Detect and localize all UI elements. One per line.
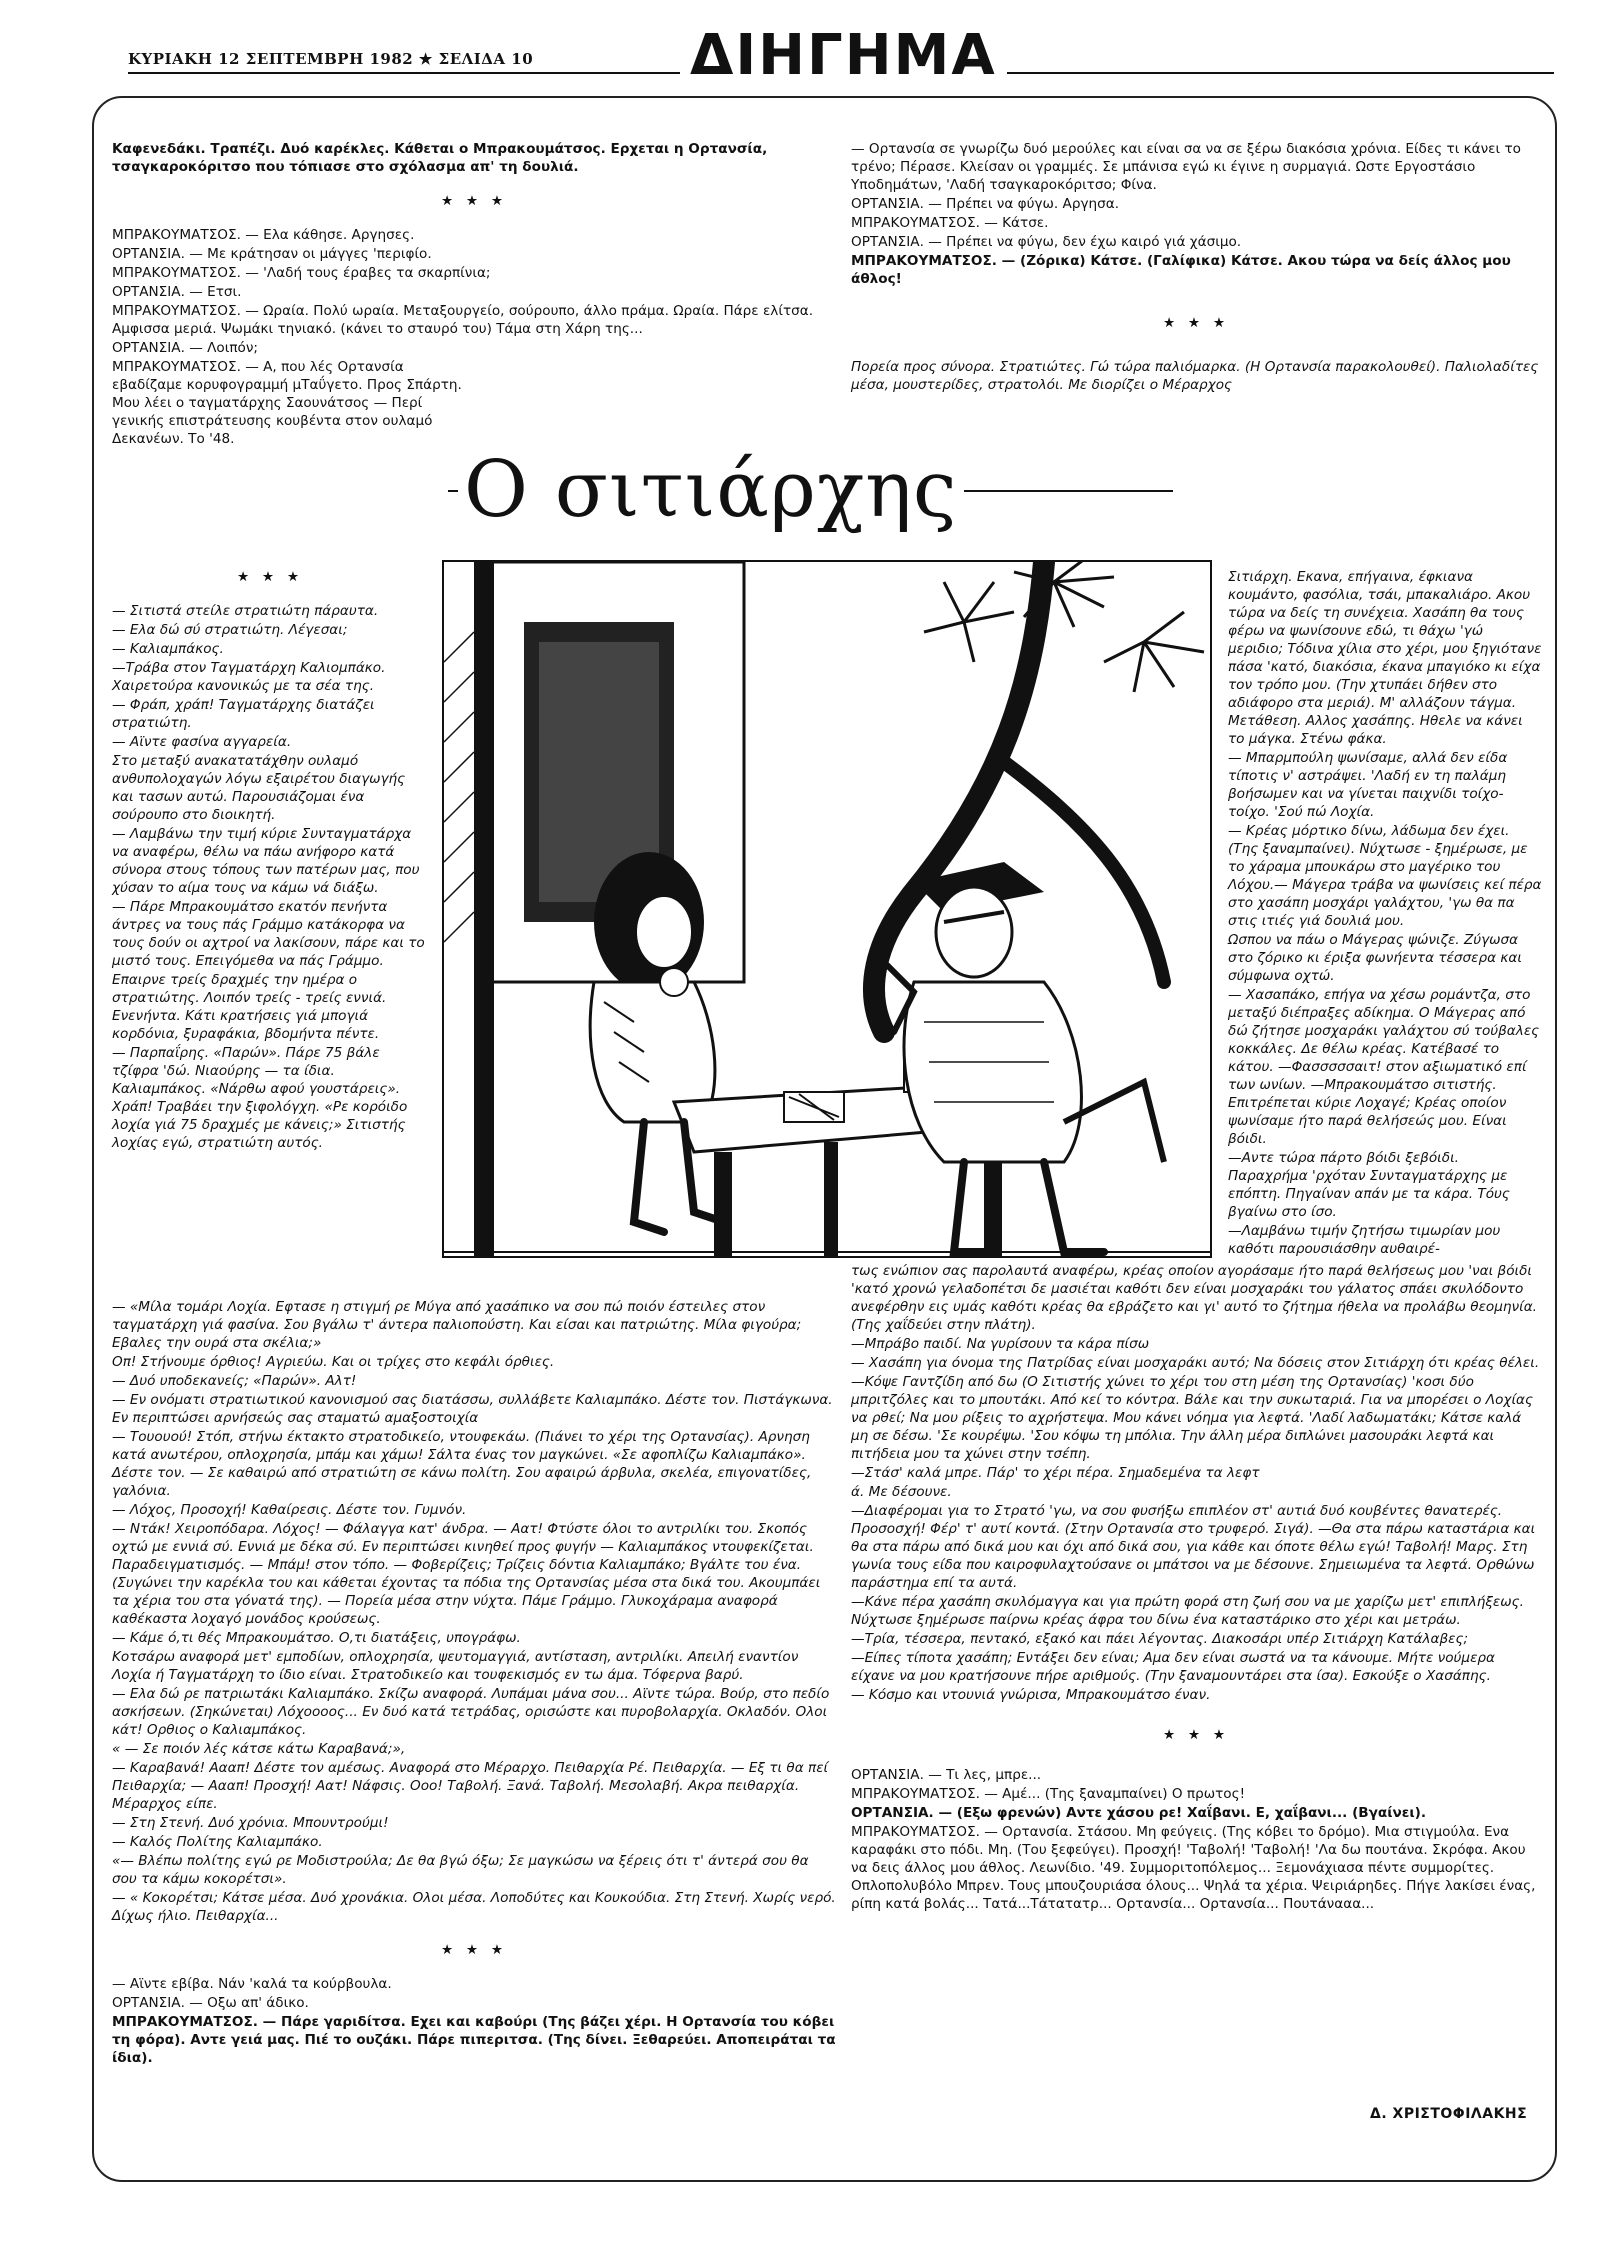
dialogue-line: ΜΠΡΑΚΟΥΜΑΤΣΟΣ. — 'Λαδή τους έραβες τα σκαρπίνια;: [112, 265, 491, 281]
narrative-paragraph: Επαιρνε τρείς δραχμές την ημέρα ο στρατιώτης. Λοιπόν τρείς - τρείς εννιά. Ενενήντα. Κάτι κρατήσεις γιά μπογιά κορδόνια, ξυραφάκια, βδομήντα πέντε.: [112, 972, 387, 1042]
narrative-paragraph: —Διαφέρομαι για το Στρατό 'γω, να σου φυσήξω επιπλέον στ' αυτιά δυό κουβέντες θανατερές. Προσοσχή! Φέρ' τ' αυτί κοντά. (Στην Ορτανσία στο τρυφερό. Σιγά). —Θα στα πάρω καταστάρια και θα στα πάρω από δικά μου και όχι από δικά σου, για κάθε και όποτε θέλω εγώ! Ταβολή! Μαρς. Στη γωνία τους είδα που καιροφυλαχτούσανε οι μπάτσοι να με δέσουνε. Σημειωμένα τα λεφτά. Ορθώνω παράστημα επί τα αυτά.: [851, 1503, 1536, 1591]
narrative-paragraph: —Είπες τίποτα χασάπη; Εντάξει δεν είναι; Αμα δεν είναι σωστά να τα κάνουμε. Μήτε νούμερα είχανε να μου κρατήσουνε πήρε αριθμούς. (Την ξαναμουντάρει στα ίσα). Εσκούξε ο Χασάπης.: [851, 1650, 1496, 1684]
narrative-paragraph: — Εν ονόματι στρατιωτικού κανονισμού σας διατάσσω, συλλάβετε Καλιαμπάκο. Δέστε τον. Πιστάγκωνα. Εν περιπτώσει αρνήσεώς σας σταματώ αμαξοστοιχία: [112, 1392, 833, 1426]
column-narrow-right: [1228, 568, 1542, 1259]
column-right-top: [851, 140, 1541, 395]
dialogue-line: ΜΠΡΑΚΟΥΜΑΤΣΟΣ. — Ορτανσία. Στάσου. Μη φεύγεις. (Της κόβει το δρόμο). Μια στιγμούλα. Ενα καραφάκι στο πόδι. Μη. (Του ξεφεύγει). Προσχή! 'Ταβολή! 'Ταβολή! 'Λα δω πουτάνα. Σκρόφα. Ακου να δεις άλλος μου άθλος. Λεωνίδιο. '49. Συμμοριτοπόλεμος... Ξεμονάχιασα πέντε συμμορίτες. Οπλοπολυβόλο Μπρεν. Τους μπουζουριάσα όλους... Ψηλά τα χέρια. Ψειριάρηδες. Πήγε λακίσει ένας, ρίπη κατά βολάς... Τατά...Τάτατατρ... Ορτανσία... Ορτανσία... Πουτάνααα...: [851, 1824, 1536, 1912]
narrative-paragraph: Πορεία προς σύνορα. Στρατιώτες. Γώ τώρα παλιόμαρκα. (Η Ορτανσία παρακολουθεί). Παλιολαδίτες μέσα, μουστερίδες, στρατολόι. Με διορίζει ο Μέραρχος: [851, 359, 1539, 393]
dialogue-line: ΟΡΤΑΝΣΙΑ. — Τι λες, μπρε...: [851, 1767, 1042, 1783]
narrative-paragraph: — « Κοκορέτσι; Κάτσε μέσα. Δυό χρονάκια. Ολοι μέσα. Λοποδύτες και Κουκούδια. Στη Στενή. Χωρίς νερό. Δίχως ήλιο. Πειθαρχία...: [112, 1890, 836, 1924]
narrative-paragraph: « — Σε ποιόν λές κάτσε κάτω Καραβανά;»,: [112, 1741, 406, 1757]
narrative-paragraph: — Κόσμο και ντουνιά γνώρισα, Μπρακουμάτσο έναν.: [851, 1687, 1211, 1703]
narrative-paragraph: — Τουουού! Στόπ, στήνω έκτακτο στρατοδικείο, ντουφεκάω. (Πιάνει το χέρι της Ορτανσίας). Αρνηση κατά ανωτέρου, οπλοχρησία, μπάμ και χάμω! Σάλτα ένας τον μαγκώνει. «Σε αφοπλίζω Καλιαμπάκο». Δέστε τον. — Σε καθαιρώ από στρατιώτη σε κάνω πολίτη. Σου αφαιρώ άρβυλα, σκελέα, επιγονατίδες, γαλόνια.: [112, 1429, 812, 1499]
narrative-paragraph: — Σιτιστά στείλε στρατιώτη πάραυτα.: [112, 603, 379, 619]
column-bottom-right: [851, 1262, 1541, 1914]
headline-box: [448, 440, 1173, 540]
narrative-paragraph: —Τράβα στον Ταγματάρχη Καλιομπάκο. Χαιρετούρα κανονικώς με τα σέα της.: [112, 660, 386, 694]
narrative-paragraph: — Καλιαμπάκος.: [112, 641, 224, 657]
narrative-paragraph: — Χασάπη για όνομα της Πατρίδας είναι μοσχαράκι αυτό; Να δόσεις στον Σιτιάρχη ότι κρέας θέλει.: [851, 1355, 1540, 1371]
narrative-paragraph: — Παρπαΐρης. «Παρών». Πάρε 75 βάλε τζίφρα 'δώ. Νιαούρης — τα ίδια. Καλιαμπάκος. «Νάρθω αφού γουστάρεις». Χράπ! Τραβάει την ξιφολόγχη. «Ρε κορόιδο λοχία γιά 75 δραχμές με κάνεις;» Σιτιστής λοχίας εγώ, στρατιώτη αυτός.: [112, 1045, 408, 1151]
narrative-paragraph: «— Βλέπω πολίτης εγώ ρε Μοδιστρούλα; Δε θα βγώ όξω; Σε μαγκώσω να ξέρεις ότι τ' άντερά σου θα σου τα κάμω κοκορέτσι».: [112, 1853, 809, 1887]
narrative-paragraph: ά. Με δέσουνε.: [851, 1484, 952, 1500]
dialogue-line: — Αϊντε εβίβα. Νάν 'καλά τα κούρβουλα.: [112, 1976, 392, 1992]
narrative-paragraph: Ωσπου να πάω ο Μάγερας ψώνιζε. Ζύγωσα στο ζόρικο κι έριξα φωνήεντα τέσσερα και σύμφωνα οχτώ.: [1228, 932, 1522, 984]
narrative-paragraph: — Λόχος, Προσοχή! Καθαίρεσις. Δέστε τον. Γυμνόν.: [112, 1502, 467, 1518]
cafe-scene-drawing: [444, 562, 1212, 1258]
narrative-paragraph: — Αϊντε φασίνα αγγαρεία.: [112, 734, 292, 750]
story-illustration: [442, 560, 1212, 1258]
dialogue-line: ΟΡΤΑΝΣΙΑ. — Πρέπει να φύγω. Αργησα.: [851, 196, 1120, 212]
dialogue-line: ΟΡΤΑΝΣΙΑ. — Λοιπόν;: [112, 340, 259, 356]
narrative-paragraph: — Καλός Πολίτης Καλιαμπάκο.: [112, 1834, 323, 1850]
narrative-paragraph: — Κρέας μόρτικο δίνω, λάδωμα δεν έχει. (Της ξαναμπαίνει). Νύχτωσε - ξημέρωσε, με το χάραμα μπουκάρω στο μαγέρικο του Λόχου.— Μάγερα τράβα να ψωνίσεις κεί πέρα στο χασάπη μοσχάρι γαλάχτου, 'γω θα πα στις ιτιές γιά δουλιά μου.: [1228, 823, 1542, 929]
narrative-paragraph: τως ενώπιον σας παρολαυτά αναφέρω, κρέας οποίον αγοράσαμε ήτο παρά θελήσεως μου 'ναι βόιδι 'κατό χρονώ γελαδοπέτσι δε μασιέται καθότι δεν είναι μοσχαράκι του γάλατος σπάει σκυλόδοντο ανεφέρθην εις υμάς καθότι κρέας θα εβράζετο και γι' αυτό το ζήτημα ήθελα να προλάβω θεομηνία. (Της χαΐδεύει στην πλάτη).: [851, 1263, 1537, 1333]
column-left-top: [112, 140, 836, 449]
narrative-paragraph: —Τρία, τέσσερα, πεντακό, εξακό και πάει λέγοντας. Διακοσάρι υπέρ Σιτιάρχη Κατάλαβες;: [851, 1631, 1469, 1647]
column-narrow-left: [112, 568, 428, 1153]
narrative-paragraph: Στο μεταξύ ανακατατάχθην ουλαμό ανθυπολοχαγών λόγω εξαιρέτου διαγωγής και τασων αυτώ. Παρουσιάζομαι ένα σούρουπο στο διοικητή.: [112, 753, 406, 823]
narrative-paragraph: — Ντάκ! Χειροπόδαρα. Λόχος! — Φάλαγγα κατ' άνδρα. — Αατ! Φτύστε όλοι το αντριλίκι του. Σκοπός οχτώ με εννιά σύ. Εννιά με δέκα σύ. Εν περιπτώσει κινηθεί προς φυγήν — Καλιαμπάκος ντουφεκίζεται. Παραδειγματισμός. — Μπάμ! στον τόπο. — Φοβερίζεις; Τρίζεις δόντια Καλιαμπάκο; Βγάλτε του ένα. (Συγώνει την καρέκλα του και κάθεται έχοντας τα πόδια της Ορτανσίας μέσα στα δικά του. Ακουμπάει τα χέρια του στα γόνατά της). — Πορεία μέσα στην νύχτα. Πάμε Γράμμο. Γλυκοχάραμα αναφορά καθέκαστα λοχαγό μονάδος κρούσεως.: [112, 1521, 821, 1627]
narrative-paragraph: Οπ! Στήνουμε όρθιος! Αγριεύω. Και οι τρίχες στο κεφάλι όρθιες.: [112, 1354, 555, 1370]
narrative-paragraph: —Κάνε πέρα χασάπη σκυλόμαγγα και για πρώτη φορά στη ζωή σου να με χαρίζω μετ' επιπλήξεως. Νύχτωσε ξημέρωσε παίρνω κρέας άφρα του δίνω ένα καταστάρικο στο χέρι και μετράω.: [851, 1594, 1524, 1628]
narrative-paragraph: —Αντε τώρα πάρτο βόιδι ξεβόιδι. Παραχρήμα 'ρχόταν Συνταγματάρχης με επόπτη. Πηγαίναν απάν με τα κάρα. Τόυς βγαίνω στο ίσο.: [1228, 1150, 1510, 1220]
narrative-paragraph: —Μπράβο παιδί. Να γυρίσουν τα κάρα πίσω: [851, 1336, 1150, 1352]
narrative-paragraph: —Λαμβάνω τιμήν ζητήσω τιμωρίαν μου καθότι παρουσιάσθην αυθαιρέ-: [1228, 1223, 1501, 1257]
column-bottom-left: [112, 1298, 836, 2068]
dialogue-line: ΟΡΤΑΝΣΙΑ. — Πρέπει να φύγω, δεν έχω καιρό γιά χάσιμο.: [851, 234, 1242, 250]
narrative-paragraph: Κοτσάρω αναφορά μετ' εμποδίων, οπλοχρησία, ψευτομαγγιά, αντίσταση, αντριλίκι. Απειλή εναντίον Λοχία ή Ταγματάρχη το ίδιο είναι. Στρατοδικείο και τουφεκισμός εν τω άμα. Τόφερνα βαρύ.: [112, 1649, 799, 1683]
dialogue-line: ΟΡΤΑΝΣΙΑ. — Οξω απ' άδικο.: [112, 1995, 309, 2011]
narrative-paragraph: — Χασαπάκο, επήγα να χέσω ρομάντζα, στο μεταξύ διέπραξες αδίκημα. Ο Μάγερας από δώ ζήτησε μοσχαράκι γαλάχτου σύ τούβαλες κοκκάλες. Δε θέλω κρέας. Κατέβασέ το κάτου. —Φασσσσσαιτ! στον αξιωματικό επί των ωνίων. —Μπρακουμάτσο σιτιστής. Επιτρέπεται κύριε Λοχαγέ; Κρέας οποίον ψωνίσαμε ήτο παρά θελήσεώς μου. Είναι βόιδι.: [1228, 987, 1540, 1147]
author-signature: Δ. ΧΡΙΣΤΟΦΙΛΑΚΗΣ: [1370, 2106, 1528, 2122]
dialogue-line: ΜΠΡΑΚΟΥΜΑΤΣΟΣ. — Κάτσε.: [851, 215, 1049, 231]
stage-direction: Καφενεδάκι. Τραπέζι. Δυό καρέκλες. Κάθεται ο Μπρακουμάτσος. Ερχεται η Ορτανσία, τσαγκαροκόριτσο που τόπιασε στο σχόλασμα απ' τη δουλιά.: [112, 141, 768, 175]
section-separator: ★ ★ ★: [1162, 1727, 1230, 1743]
dialogue-line: ΜΠΡΑΚΟΥΜΑΤΣΟΣ. — Αμέ... (Της ξαναμπαίνει) Ο πρωτος!: [851, 1786, 1246, 1802]
narrative-paragraph: —Στάσ' καλά μπρε. Πάρ' το χέρι πέρα. Σημαδεμένα τα λεφτ: [851, 1465, 1260, 1481]
narrative-paragraph: — Πάρε Μπρακουμάτσο εκατόν πενήντα άντρες να τους πάς Γράμμο κατάκορφα να τους δούν οι αχτροί να λακίσουν, πάρε και το μιστό τους. Επειγόμεθα να πάς Γράμμο.: [112, 899, 425, 969]
section-separator: ★ ★ ★: [440, 193, 508, 209]
section-separator: ★ ★ ★: [440, 1942, 508, 1958]
section-title: ΔΙΗΓΗΜΑ: [680, 28, 1007, 84]
narrative-paragraph: — Στη Στενή. Δυό χρόνια. Μπουντρούμι!: [112, 1815, 389, 1831]
dialogue-line: ΜΠΡΑΚΟΥΜΑΤΣΟΣ. — Ωραία. Πολύ ωραία. Μεταξουργείο, σούρουπο, άλλο πράμα. Ωραία. Πάρε ελίτσα. Αμφισσα μεριά. Ψωμάκι τηνιακό. (κάνει το σταυρό του) Τάμα στη Χάρη της...: [112, 303, 814, 337]
narrative-paragraph: — Μπαρμπούλη ψωνίσαμε, αλλά δεν είδα τίποτις ν' αστράψει. 'Λαδή εν τη παλάμη βοήσωμεν και να γίνεται παιχνίδι τοίχο-τοίχο. 'Σού πώ Λοχία.: [1228, 750, 1508, 820]
narrative-paragraph: — Καραβανά! Αααπ! Δέστε τον αμέσως. Αναφορά στο Μέραρχο. Πειθαρχία Ρέ. Πειθαρχία. — Εξ τι θα πεί Πειθαρχία; — Αααπ! Προσχή! Αατ! Νάφσις. Οοο! Ταβολή. Ξανά. Ταβολή. Μεσολαβή. Ακρα πειθαρχία. Μέραρχος είπε.: [112, 1760, 829, 1812]
masthead: [0, 0, 1600, 90]
dialogue-line: ΟΡΤΑΝΣΙΑ. — (Εξω φρενών) Αντε χάσου ρε! Χαΐβανι. Ε, χαΐβανι... (Βγαίνει).: [851, 1805, 1427, 1821]
dialogue-line: ΜΠΡΑΚΟΥΜΑΤΣΟΣ. — Πάρε γαριδίτσα. Εχει και καβούρι (Της βάζει χέρι. Η Ορτανσία του κόβει τη φόρα). Αντε γειά μας. Πιέ το ουζάκι. Πάρε πιπεριτσα. (Της δίνει. Ξεθαρεύει. Αποπειράται τα ίδια).: [112, 2014, 836, 2066]
narrative-paragraph: — Δυό υποδεκανείς; «Παρών». Αλτ!: [112, 1373, 357, 1389]
dateline: ΚΥΡΙΑΚΗ 12 ΣΕΠΤΕΜΒΡΗ 1982 ★ ΣΕΛΙΔΑ 10: [128, 50, 534, 68]
narrative-paragraph: — «Μίλα τομάρι Λοχία. Εφτασε η στιγμή ρε Μύγα από χασάπικο να σου πώ ποιόν έστειλες στον ταγματάρχη γιά φασίνα. Σου βγάλω τ' άντερα παλιοπούστη. Και είσαι και πατριώτης. Μίλα φιγούρα; Εβαλες την ουρά στα σκέλια;»: [112, 1299, 802, 1351]
story-headline: Ο σιτιάρχης: [458, 440, 964, 540]
narrative-paragraph: Σιτιάρχη. Εκανα, επήγαινα, έφκιανα κουμάντο, φασόλια, τσάι, μπακαλιάρο. Ακου τώρα να δείς τη συνέχεια. Χασάπη θα τους φέρω να ψωνίσουνε εδώ, τι θάχω 'γώ μεριδιο; Τόδινα χίλια στο χέρι, μου ξηγιότανε πάσα 'κατό, διακόσια, έκανα μπαγιόκο κι είχα τον τρόπο μου. (Την χτυπάει δήθεν στο αδιάφορο στα μεριά). Μ' αλλάζουν τάγμα. Μετάθεση. Αλλος χασάπης. Ηθελε να κάνει το μάγκα. Στένω φάκα.: [1228, 569, 1542, 747]
dialogue-line: ΟΡΤΑΝΣΙΑ. — Με κράτησαν οι μάγγες 'περιφίο.: [112, 246, 432, 262]
section-separator: ★ ★ ★: [236, 569, 304, 585]
narrative-paragraph: — Λαμβάνω την τιμή κύριε Συνταγματάρχα να αναφέρω, θέλω να πάω ανήφορο κατά σύνορα στους τόπους των πατέρων μας, που χύσαν το αίμα τους να κάμω νά διάξω.: [112, 826, 420, 896]
section-separator: ★ ★ ★: [1162, 315, 1230, 331]
narrative-paragraph: — Φράπ, χράπ! Ταγματάρχης διατάζει στρατιώτη.: [112, 697, 375, 731]
dialogue-line: ΜΠΡΑΚΟΥΜΑΤΣΟΣ. — Α, που λές Ορτανσία εβαδίζαμε κορυφογραμμή μΤαΰγετο. Προς Σπάρτη. Μου λέει ο ταγματάρχης Σαουνάτσος — Περί γενικής επιστράτευσης κουβέντα στον ουλαμό Δεκανέων. Το '48.: [112, 359, 462, 447]
dialogue-line: ΜΠΡΑΚΟΥΜΑΤΣΟΣ. — (Ζόρικα) Κάτσε. (Γαλίφικα) Κάτσε. Ακου τώρα να δείς άλλος μου άθλος!: [851, 253, 1511, 287]
dialogue-line: ΟΡΤΑΝΣΙΑ. — Ετσι.: [112, 284, 242, 300]
dialogue-line: — Ορτανσία σε γνωρίζω δυό μερούλες και είναι σα να σε ξέρω διακόσια χρόνια. Είδες τι κάνει το τρένο; Πέρασε. Κλείσαν οι γραμμές. Σε μπάνισα εγώ κι έγινε η συρμαγιά. Ωστε Εργοστάσιο Υποδημάτων, 'Λαδή τσαγκαροκόριτσο; Φίνα.: [851, 141, 1521, 193]
narrative-paragraph: — Κάμε ό,τι θές Μπρακουμάτσο. Ο,τι διατάξεις, υπογράφω.: [112, 1630, 521, 1646]
narrative-paragraph: — Ελα δώ σύ στρατιώτη. Λέγεσαι;: [112, 622, 348, 638]
dialogue-line: ΜΠΡΑΚΟΥΜΑΤΣΟΣ. — Ελα κάθησε. Αργησες.: [112, 227, 415, 243]
narrative-paragraph: — Ελα δώ ρε πατριωτάκι Καλιαμπάκο. Σκίζω αναφορά. Λυπάμαι μάνα σου... Αϊντε τώρα. Βούρ, στο πεδίο ασκήσεων. (Σηκώνεται) Λόχοοοος... Εν δυό κατά τετράδας, ορισώστε και πυροβολαρχία. Οκλαδόν. Ολοι κάτ! Ορθιος ο Καλιαμπάκος.: [112, 1686, 830, 1738]
narrative-paragraph: —Κόψε Γαντζίδη από δω (Ο Σιτιστής χώνει το χέρι του στη μέση της Ορτανσίας) 'κοσι δύο μπριτζόλες και το μπουτάκι. Από κεί το κόντρα. Βάλε και την συκωταριά. Για να μπορέσει ο Λοχίας να ρθεί; Να μου ρίξεις το αχρήστεψα. Μου κάνει νόημα για λεφτά. 'Λαδί λαδωματάκι; Κάτσε καλά μη σε δέσω. 'Σε κουρέψω. 'Σου κόψω τη μπόλια. Την άλλη μέρα διπλώνει μασουράκι λεφτά και πιτήδεια μου τα χώνει στην τσέπη.: [851, 1374, 1533, 1462]
